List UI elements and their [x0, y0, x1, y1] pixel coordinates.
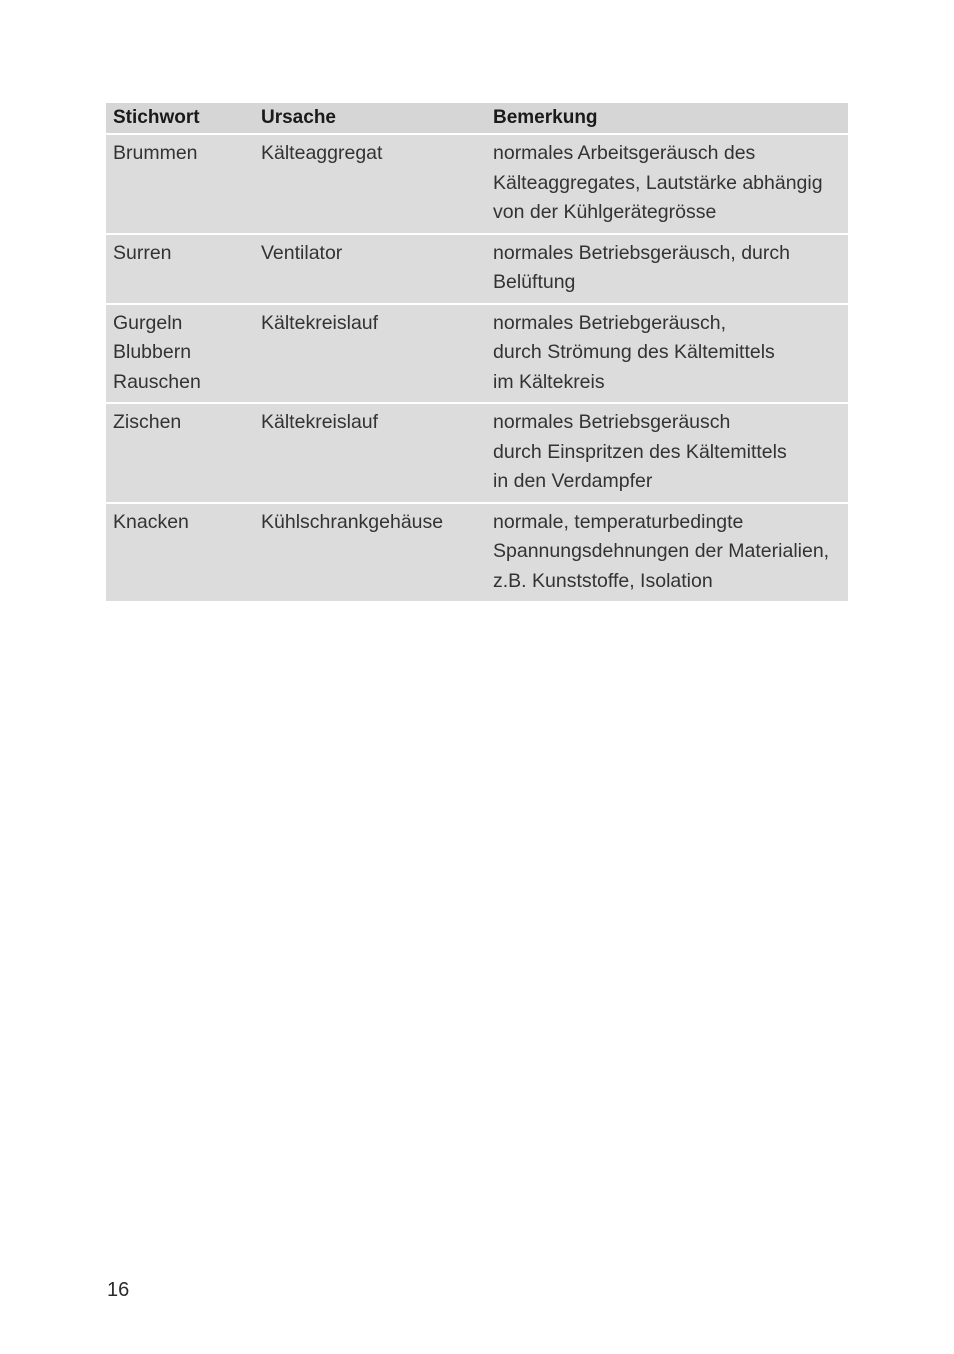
table-row: [106, 135, 848, 235]
cell-line: normales Betriebsgeräusch: [493, 411, 731, 433]
cell-line: normales Arbeitsgeräusch des: [493, 142, 756, 164]
header-stichwort: Stichwort: [106, 103, 254, 135]
table-body: [106, 135, 848, 601]
cell-line: Kältekreislauf: [261, 311, 379, 334]
cell-line: Belüftung: [493, 271, 576, 293]
cell-ursache: [254, 404, 486, 504]
cell-stichwort: [106, 504, 254, 602]
cell-line: in den Verdampfer: [493, 470, 653, 492]
cell-line: durch Einspritzen des Kältemittels: [493, 440, 787, 463]
header-bemerkung: Bemerkung: [486, 103, 848, 135]
cell-bemerkung: [486, 135, 848, 235]
cell-line: Ventilator: [261, 241, 343, 264]
cell-bemerkung: [486, 404, 848, 504]
cell-line: Gurgeln: [113, 311, 183, 334]
cell-line: im Kältekreis: [493, 370, 605, 393]
cell-line: Brummen: [113, 142, 198, 164]
cell-ursache: [254, 504, 486, 602]
cell-line: Zischen: [113, 411, 182, 433]
cell-ursache: [254, 235, 486, 305]
cell-stichwort: [106, 235, 254, 305]
table-row: [106, 404, 848, 504]
cell-stichwort: [106, 305, 254, 405]
cell-bemerkung: [486, 235, 848, 305]
table-row: [106, 504, 848, 602]
cell-line: z.B. Kunststoffe, Isolation: [493, 569, 713, 592]
cell-line: Kälteaggregates, Lautstärke abhängig: [493, 171, 823, 194]
cell-line: Spannungsdehnungen der Materialien,: [493, 540, 830, 562]
cell-line: Kältekreislauf: [261, 411, 379, 433]
cell-line: Kälteaggregat: [261, 142, 383, 164]
cell-line: Rauschen: [113, 370, 201, 393]
cell-line: normales Betriebgeräusch,: [493, 311, 727, 334]
cell-line: normales Betriebsgeräusch, durch: [493, 241, 790, 264]
cell-line: Kühlschrankgehäuse: [261, 510, 444, 533]
cell-line: Blubbern: [113, 341, 192, 363]
table-header: [106, 103, 848, 135]
table-row: [106, 235, 848, 305]
page-number: 16: [107, 1279, 130, 1301]
table-row: [106, 305, 848, 405]
cell-line: von der Kühlgerätegrösse: [493, 201, 717, 223]
cell-line: Knacken: [113, 510, 189, 533]
cell-line: durch Strömung des Kältemittels: [493, 341, 775, 363]
header-row: [106, 103, 848, 135]
cell-stichwort: [106, 404, 254, 504]
cell-ursache: [254, 135, 486, 235]
header-ursache: Ursache: [254, 103, 486, 135]
cell-line: Surren: [113, 241, 172, 264]
noise-table: [106, 103, 848, 601]
cell-ursache: [254, 305, 486, 405]
cell-bemerkung: [486, 504, 848, 602]
cell-line: normale, temperaturbedingte: [493, 510, 744, 533]
cell-stichwort: [106, 135, 254, 235]
cell-bemerkung: [486, 305, 848, 405]
